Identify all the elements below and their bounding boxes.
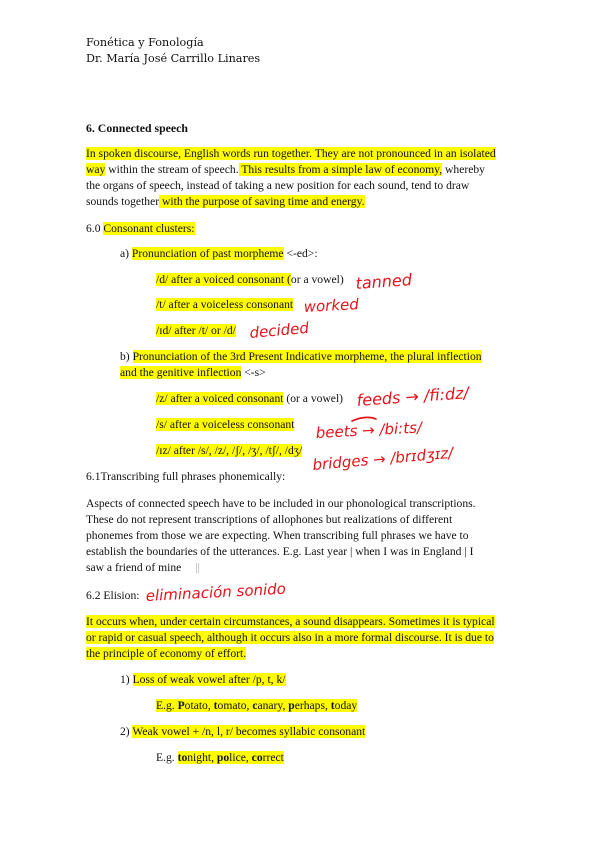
rule-s-voiceless: /s/ after a voiceless consonant bbox=[156, 418, 295, 431]
elision-item-2: 2) Weak vowel + /n, l, r/ becomes syllabic consonant bbox=[120, 725, 366, 738]
author-name: Dr. María José Carrillo Linares bbox=[86, 52, 261, 65]
elision-item-1: 1) Loss of weak vowel after /p, t, k/ bbox=[120, 673, 286, 686]
s62-line-3: the principle of economy of effort. bbox=[86, 647, 247, 660]
annotation-beets: beets → /bi:ts/ bbox=[315, 418, 423, 442]
elision-example-1: E.g. Potato, tomato, canary, perhaps, today bbox=[156, 699, 358, 712]
rule-iz-sibilants: /ɪz/ after /s/, /z/, /ʃ/, /ʒ/, /tʃ/, /dʒ/ bbox=[156, 444, 303, 457]
s61-line-4: establish the boundaries of the utterances. E.g. Last year | when I was in England | I bbox=[86, 545, 474, 558]
s61-line-5: saw a friend of mine || bbox=[86, 561, 200, 574]
item-a-heading: a) Pronunciation of past morpheme <-ed>: bbox=[120, 247, 318, 260]
subsection-6-0-title: 6.0 Consonant clusters: bbox=[86, 222, 195, 235]
intro-line-3: the organs of speech, instead of taking a new position for each sound, tend to draw bbox=[86, 179, 470, 192]
intro-line-1: In spoken discourse, English words run together. They are not pronounced in an isolated bbox=[86, 147, 496, 160]
item-b-line-2: and the genitive inflection <-s> bbox=[120, 366, 266, 379]
elision-example-2: E.g. tonight, police, correct bbox=[156, 751, 284, 764]
rule-t-voiceless: /t/ after a voiceless consonant bbox=[156, 298, 294, 311]
intro-line-4: sounds together with the purpose of saving time and energy. bbox=[86, 195, 365, 208]
s62-line-2: or rapid or casual speech, although it occurs also in a more formal discourse. It is due to bbox=[86, 631, 494, 644]
annotation-elimination: eliminación sonido bbox=[145, 579, 287, 605]
rule-id-after-t-d: /ɪd/ after /t/ or /d/ bbox=[156, 324, 236, 337]
annotation-feeds: feeds → /fi:dz/ bbox=[355, 383, 470, 410]
s61-line-2: These do not represent transcriptions of allophones but realizations of different bbox=[86, 513, 453, 526]
subsection-6-1-title: 6.1Transcribing full phrases phonemically: bbox=[86, 470, 286, 483]
ink-stroke-accent bbox=[352, 417, 376, 421]
s61-line-3: phonemes from those we are expecting. When transcribing full phrases we have to bbox=[86, 529, 469, 542]
course-title: Fonética y Fonología bbox=[86, 36, 204, 49]
section-title: 6. Connected speech bbox=[86, 121, 188, 135]
annotation-worked: worked bbox=[303, 295, 360, 316]
annotation-tanned: tanned bbox=[354, 270, 413, 293]
rule-z-voiced: /z/ after a voiced consonant (or a vowel) bbox=[156, 392, 344, 405]
annotation-bridges: bridges → /brɪdʒɪz/ bbox=[311, 443, 454, 474]
s62-line-1: It occurs when, under certain circumstances, a sound disappears. Sometimes it is typical bbox=[86, 615, 495, 628]
subsection-6-2-title: 6.2 Elision: bbox=[86, 589, 140, 602]
s61-line-1: Aspects of connected speech have to be included in our phonological transcriptions. bbox=[86, 497, 476, 510]
rule-d-voiced: /d/ after a voiced consonant (or a vowel) bbox=[156, 273, 344, 286]
item-b-line-1: b) Pronunciation of the 3rd Present Indicative morpheme, the plural inflection bbox=[120, 350, 482, 363]
annotation-decided: decided bbox=[248, 318, 310, 342]
intro-line-2: way within the stream of speech. This results from a simple law of economy, whereby bbox=[86, 163, 485, 176]
